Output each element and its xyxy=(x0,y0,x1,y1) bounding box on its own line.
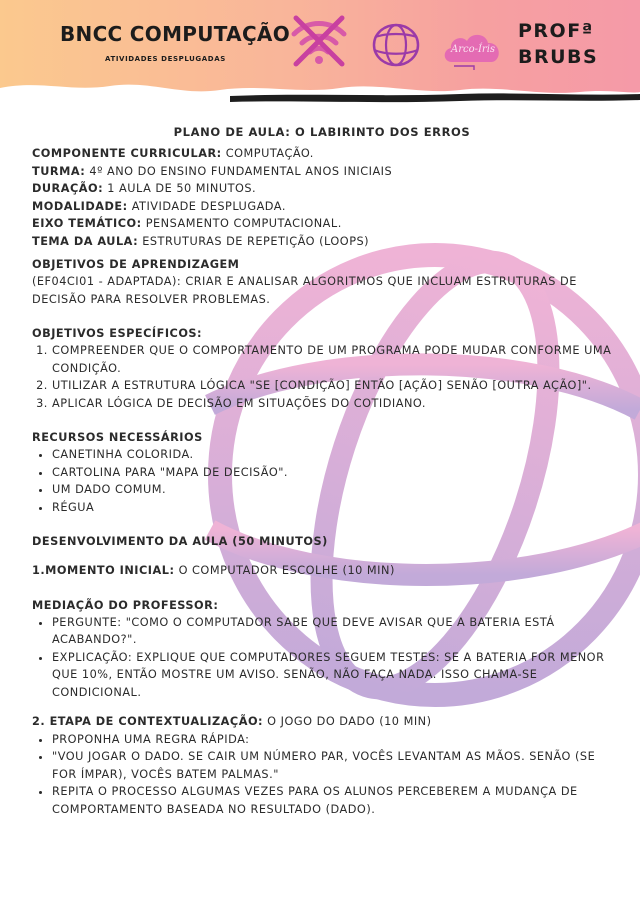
list-item: • CANETINHA COLORIDA. xyxy=(52,446,612,464)
meta-label: TEMA DA AULA: xyxy=(32,234,139,248)
meta-componente xyxy=(32,145,612,163)
etapa2-list xyxy=(32,731,612,819)
meta-label: MODALIDADE: xyxy=(32,199,128,213)
cloud-icon xyxy=(440,28,506,70)
meta-eixo xyxy=(32,215,612,233)
objetivos-aprendizagem-text: (EF04CI01 - ADAPTADA): CRIAR E ANALISAR ALGORITMOS QUE INCLUAM ESTRUTURAS DE DECISÃO PARA RESOLVER PROBLEMAS. xyxy=(32,275,577,306)
meta-label: COMPONENTE CURRICULAR: xyxy=(32,147,222,160)
author-line-1: PROFª xyxy=(518,20,594,42)
etapa-value: O JOGO DO DADO (10 MIN) xyxy=(267,715,432,728)
etapa-contextualizacao xyxy=(32,713,612,731)
meta-value: COMPUTAÇÃO. xyxy=(225,147,314,160)
meta-turma xyxy=(32,163,612,181)
meta-label: DURAÇÃO: xyxy=(32,182,104,195)
brand-title: BNCC COMPUTAÇÃO xyxy=(60,22,291,46)
meta-duracao xyxy=(32,180,612,198)
section-heading-recursos: RECURSOS NECESSÁRIOS xyxy=(32,431,203,444)
cloud-text: Arco-Íris xyxy=(450,44,496,55)
page-title: PLANO DE AULA: O LABIRINTO DOS ERROS xyxy=(173,125,471,139)
list-item: • EXPLICAÇÃO: EXPLIQUE QUE COMPUTADORES SEGUEM TESTES: SE A BATERIA FOR MENOR QUE 10%, ENTÃO MOSTRE UM AVISO. SENÃO, NÃO FAÇA NADA. ISSO CHAMA-SE CONDICIONAL. xyxy=(52,649,612,702)
meta-value: 1 AULA DE 50 MINUTOS. xyxy=(107,182,257,195)
meta-label: TURMA: xyxy=(32,164,86,178)
meta-tema xyxy=(32,233,612,251)
section-heading-desenvolvimento: DESENVOLVIMENTO DA AULA (50 MINUTOS) xyxy=(32,535,328,548)
list-item: • "VOU JOGAR O DADO. SE CAIR UM NÚMERO PAR, VOCÊS LEVANTAM AS MÃOS. SENÃO (SE FOR ÍMPAR), VOCÊS BATEM PALMAS." xyxy=(52,748,612,783)
meta-label: EIXO TEMÁTICO: xyxy=(32,217,142,230)
momento-label: 1.MOMENTO INICIAL: xyxy=(32,564,175,577)
list-item: • REPITA O PROCESSO ALGUMAS VEZES PARA OS ALUNOS PERCEBEREM A MUDANÇA DE COMPORTAMENTO BASEADA NO RESULTADO (DADO). xyxy=(52,783,612,818)
meta-value: 4º ANO DO ENSINO FUNDAMENTAL ANOS INICIAIS xyxy=(89,164,393,178)
section-heading-objetivos-aprendizagem: OBJETIVOS DE APRENDIZAGEM xyxy=(32,258,240,271)
list-item: 3. APLICAR LÓGICA DE DECISÃO EM SITUAÇÕES DO COTIDIANO. xyxy=(52,395,612,413)
meta-list xyxy=(32,145,612,250)
author-name xyxy=(518,18,598,70)
lesson-content xyxy=(32,125,612,818)
meta-value: PENSAMENTO COMPUTACIONAL. xyxy=(145,217,342,230)
meta-value: ESTRUTURAS DE REPETIÇÃO (LOOPS) xyxy=(142,234,370,248)
globe-icon xyxy=(369,22,423,68)
list-item: • RÉGUA xyxy=(52,499,612,517)
momento-value: O COMPUTADOR ESCOLHE (10 MIN) xyxy=(178,564,395,577)
momento-inicial xyxy=(32,562,612,580)
list-item: 1. COMPREENDER QUE O COMPORTAMENTO DE UM PROGRAMA PODE MUDAR CONFORME UMA CONDIÇÃO. xyxy=(52,342,612,377)
no-wifi-icon xyxy=(288,12,350,70)
brand-subtitle: ATIVIDADES DESPLUGADAS xyxy=(105,55,226,63)
list-item: • PERGUNTE: "COMO O COMPUTADOR SABE QUE DEVE AVISAR QUE A BATERIA ESTÁ ACABANDO?". xyxy=(52,614,612,649)
list-item: • CARTOLINA PARA "MAPA DE DECISÃO". xyxy=(52,464,612,482)
section-heading-mediacao: MEDIAÇÃO DO PROFESSOR: xyxy=(32,598,219,612)
meta-modalidade xyxy=(32,198,612,216)
recursos-list xyxy=(32,446,612,516)
meta-value: ATIVIDADE DESPLUGADA. xyxy=(131,199,286,213)
section-heading-objetivos-especificos: OBJETIVOS ESPECÍFICOS: xyxy=(32,327,203,340)
list-item: 2. UTILIZAR A ESTRUTURA LÓGICA "SE [CONDIÇÃO] ENTÃO [AÇÃO] SENÃO [OUTRA AÇÃO]". xyxy=(52,377,612,395)
etapa-label: 2. ETAPA DE CONTEXTUALIZAÇÃO: xyxy=(32,715,264,728)
objetivos-especificos-list xyxy=(32,342,612,412)
mediacao-list xyxy=(32,614,612,702)
list-item: • PROPONHA UMA REGRA RÁPIDA: xyxy=(52,731,612,749)
author-line-2: BRUBS xyxy=(518,46,599,68)
list-item: • UM DADO COMUM. xyxy=(52,481,612,499)
